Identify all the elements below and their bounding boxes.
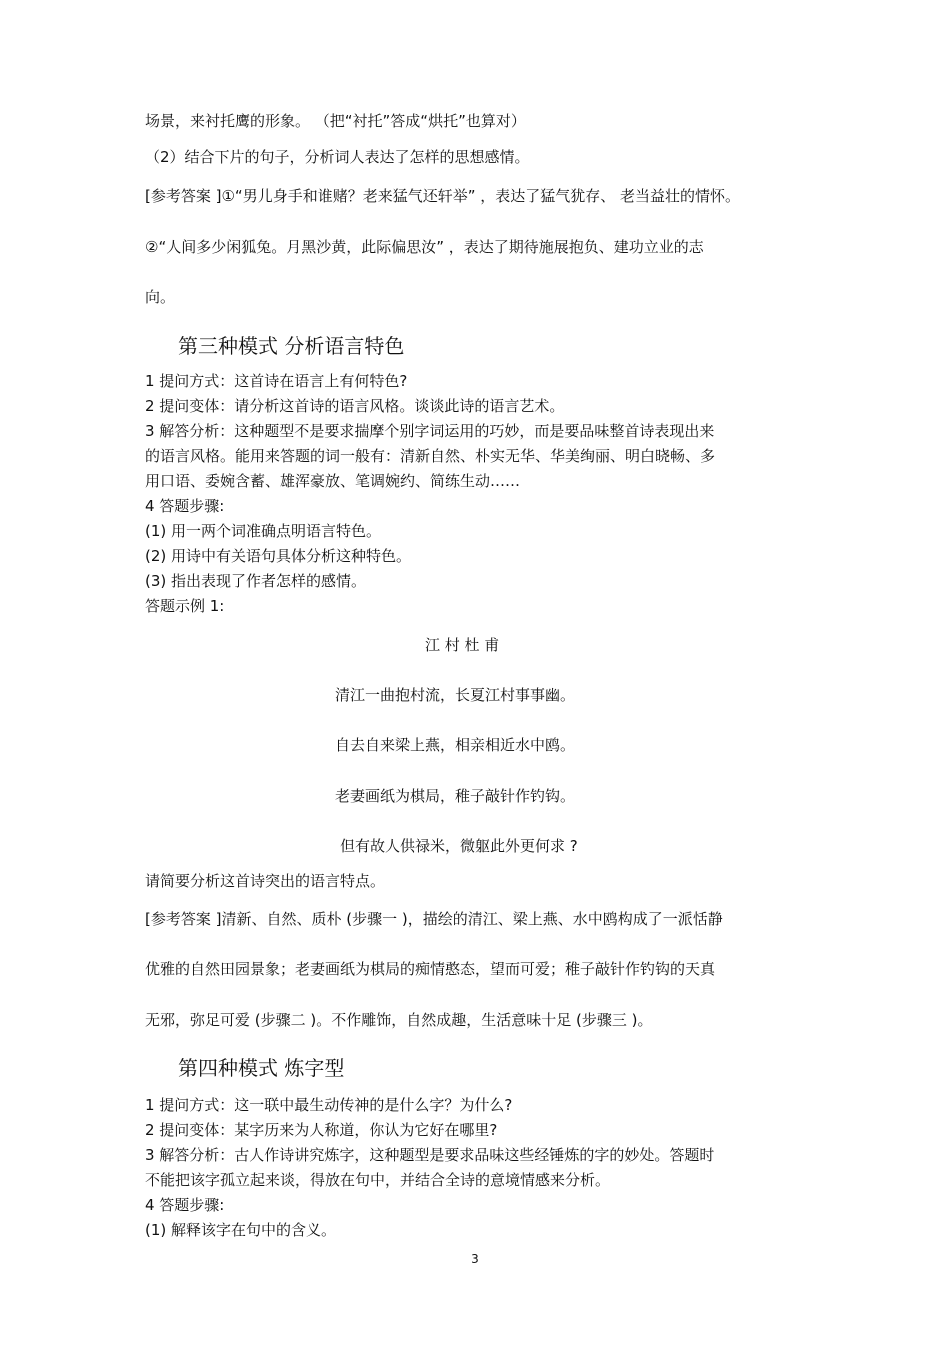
section-heading: 第四种模式 炼字型 — [178, 1056, 345, 1080]
list-item: 1 提问方式：这首诗在语言上有何特色? — [145, 372, 408, 390]
list-item: 3 解答分析：古人作诗讲究炼字，这种题型是要求品味这些经锤炼的字的妙处。答题时 — [145, 1146, 715, 1164]
question: 请简要分析这首诗突出的语言特点。 — [145, 872, 386, 890]
answer-line: [参考答案 ]清新、自然、质朴 (步骤一 )，描绘的清江、梁上燕、水中鸥构成了一派恬静 — [145, 910, 723, 928]
answer-line: 优雅的自然田园景象；老妻画纸为棋局的痴情憨态，望而可爱；稚子敲针作钓钩的天真 — [145, 960, 716, 978]
list-item: 用口语、委婉含蓄、雄浑豪放、笔调婉约、简练生动…… — [145, 472, 521, 490]
list-item: (1) 解释该字在句中的含义。 — [145, 1221, 337, 1239]
poem-line: 自去自来梁上燕，相亲相近水中鸥。 — [335, 736, 576, 754]
list-item: 答题示例 1: — [145, 597, 225, 615]
poem-line: 但有故人供禄米，微躯此外更何求 ? — [340, 837, 578, 855]
poem-title: 江 村 杜 甫 — [425, 636, 500, 654]
answer-line: 向。 — [145, 288, 176, 306]
list-item: 1 提问方式：这一联中最生动传神的是什么字？为什么? — [145, 1096, 513, 1114]
list-item: (1) 用一两个词准确点明语言特色。 — [145, 522, 382, 540]
answer-line: 无邪，弥足可爱 (步骤二 )。不作雕饰，自然成趣，生活意味十足 (步骤三 )。 — [145, 1011, 653, 1029]
continuation-line: 场景，来衬托鹰的形象。 （把“衬托”答成“烘托”也算对） — [145, 112, 526, 130]
poem-line: 老妻画纸为棋局，稚子敲针作钓钩。 — [335, 787, 576, 805]
list-item: 2 提问变体：某字历来为人称道，你认为它好在哪里? — [145, 1121, 498, 1139]
poem-line: 清江一曲抱村流，长夏江村事事幽。 — [335, 686, 576, 704]
list-item: 2 提问变体：请分析这首诗的语言风格。谈谈此诗的语言艺术。 — [145, 397, 565, 415]
list-item: 的语言风格。能用来答题的词一般有：清新自然、朴实无华、华美绚丽、明白晓畅、多 — [145, 447, 716, 465]
list-item: 4 答题步骤: — [145, 497, 225, 515]
page-number: 3 — [471, 1252, 479, 1266]
list-item: 不能把该字孤立起来谈，得放在句中，并结合全诗的意境情感来分析。 — [145, 1171, 611, 1189]
list-item: 4 答题步骤: — [145, 1196, 225, 1214]
list-item: (3) 指出表现了作者怎样的感情。 — [145, 572, 367, 590]
list-item: (2) 用诗中有关语句具体分析这种特色。 — [145, 547, 412, 565]
list-item: 3 解答分析：这种题型不是要求揣摩个别字词运用的巧妙，而是要品味整首诗表现出来 — [145, 422, 715, 440]
answer-line: [参考答案 ]①“男儿身手和谁赌？老来猛气还轩举” ，表达了猛气犹存、 老当益壮的情怀。 — [145, 187, 741, 205]
question-2: （2）结合下片的句子，分析词人表达了怎样的思想感情。 — [145, 148, 530, 166]
section-heading: 第三种模式 分析语言特色 — [178, 334, 405, 358]
answer-line: ②“人间多少闲狐兔。月黑沙黄，此际偏思汝” ，表达了期待施展抱负、建功立业的志 — [145, 238, 704, 256]
